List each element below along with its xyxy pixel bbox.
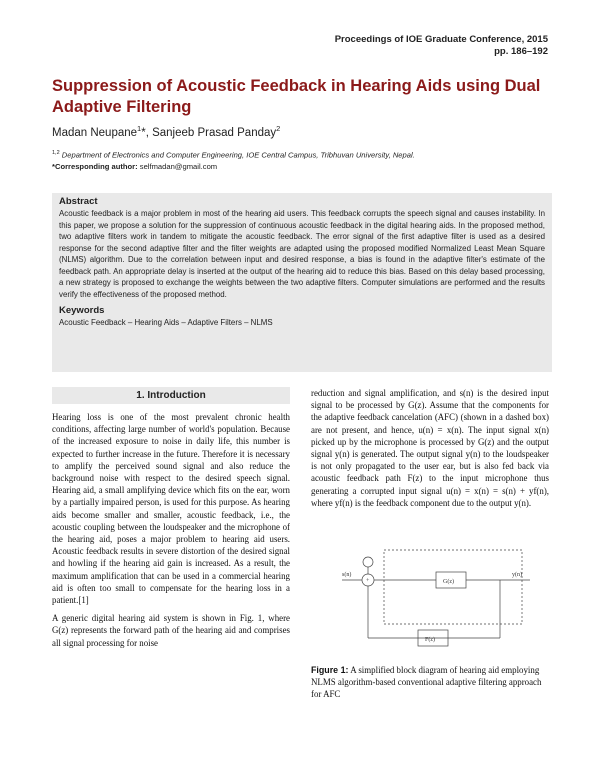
caption-label: Figure 1: [311, 665, 349, 675]
right-column [311, 387, 549, 515]
author-name: Madan Neupane [52, 126, 138, 139]
microphone-node [363, 557, 373, 567]
label-plus: + [366, 578, 370, 584]
author-list [52, 124, 280, 139]
intro-paragraph-3: reduction and signal amplification, and s(n) is the desired input signal to be processed by G(z). Assume that the components for the adaptive feedback cancelation (AFC) (shown in a dashed box) are not present, and hence, u(n) = x(n). The input signal x(n) picked up by the microphone is processed by G(z) and the output signal y(n) is generated. The output signal y(n) to the loudspeaker is not only propagated to the user ear, but is also fed back via acoustic feedback path F(z) to the input microphone thus generating a corrupted input signal u(n) = x(n) = s(n) + yf(n), where yf(n) is the feedback component due to the output y(n). [311, 388, 549, 508]
keywords-heading: Keywords [59, 305, 105, 316]
abstract-box [52, 193, 552, 372]
section-heading: 1. Introduction [52, 387, 290, 404]
left-column [52, 387, 290, 655]
corresponding-mark: * [141, 126, 146, 139]
label-sn: s(n) [342, 572, 352, 578]
author-name-2: , Sanjeeb Prasad Panday [145, 126, 277, 139]
label-gz: G(z) [443, 579, 454, 585]
label-yn: y(n) [512, 572, 522, 578]
affiliation-block [52, 148, 552, 172]
conference-name: Proceedings of IOE Graduate Conference, 2015 [334, 34, 548, 45]
affiliation-sup: 1,2 [52, 150, 60, 156]
afc-dashed-box [384, 550, 522, 624]
abstract-text: Acoustic feedback is a major problem in most of the hearing aid users. This feedback corrupts the speech signal and causes instability. In this paper, we propose a solution for the suppression of continuous acoustic feedback in the digital hearing aids. In the proposed method, two adaptive filters work in tandem to mitigate the acoustic feedback. The error signal of the first adaptive filter is used as a desired response for the second adaptive filter and the filter weights are adapted using the proposed modified Normalized Least Mean Square (NLMS) algorithm. Due to the correlation between input and desired response, a bias is found in the adaptive filter's estimate of the feedback path. An appropriate delay is inserted at the output of the hearing aid to reduce this bias. Based on this delay based processing, a new strategy is proposed to exchange the weights between the two adaptive filters. Computer simulations are performed and the results verify the effectiveness of the proposed method. [59, 209, 545, 299]
corresponding-label: *Corresponding author: [52, 161, 138, 171]
paper-title: Suppression of Acoustic Feedback in Hearing Aids using Dual Adaptive Filtering [52, 77, 541, 116]
author-sup: 1 [137, 124, 142, 133]
block-diagram-figure [340, 540, 536, 662]
caption-text: A simplified block diagram of hearing aid employing NLMS algorithm-based conventional adaptive filtering approach for AFC [311, 665, 542, 700]
intro-paragraph-1: Hearing loss is one of the most prevalent chronic health conditions, affecting large number of world's population. Because of the increased exposure to noise in daily life, this number is expected to further increase in the future. Therefore it is necessary to amplify the perceived sound signal and also reduce the background noise with respect to the desired speech signal. Hearing aid, a small amplifying device which fits on the ear, worn by a partially impaired person, is used for this purpose. As hearing aids become smaller and smaller, acoustic feedback, i.e., the acoustic coupling between the loudspeaker and the microphone of the hearing aid, poses a major problem to hearing aid users. Acoustic feedback results in severe distortion of the desired signal and howling if the hearing aid gain is increased. As a result, the maximum amplification that can be used in a commercial hearing aid is often too small to compensate for the hearing loss in a patient.[1] [52, 412, 290, 606]
page-range: pp. 186–192 [494, 46, 548, 57]
keywords-text: Acoustic Feedback – Hearing Aids – Adaptive Filters – NLMS [59, 318, 273, 327]
label-fz: F(z) [425, 637, 435, 643]
abstract-heading: Abstract [59, 196, 98, 207]
figure-caption [311, 664, 549, 701]
author-sup-2: 2 [276, 124, 281, 133]
conference-header [335, 34, 548, 58]
affiliation-text: Department of Electronics and Computer Engineering, IOE Central Campus, Tribhuvan University, Nepal. [61, 150, 415, 160]
intro-paragraph-2: A generic digital hearing aid system is shown in Fig. 1, where G(z) represents the forward path of the hearing aid and comprises all signal processing for noise [52, 613, 290, 648]
corresponding-email: selfmadan@gmail.com [139, 161, 218, 171]
